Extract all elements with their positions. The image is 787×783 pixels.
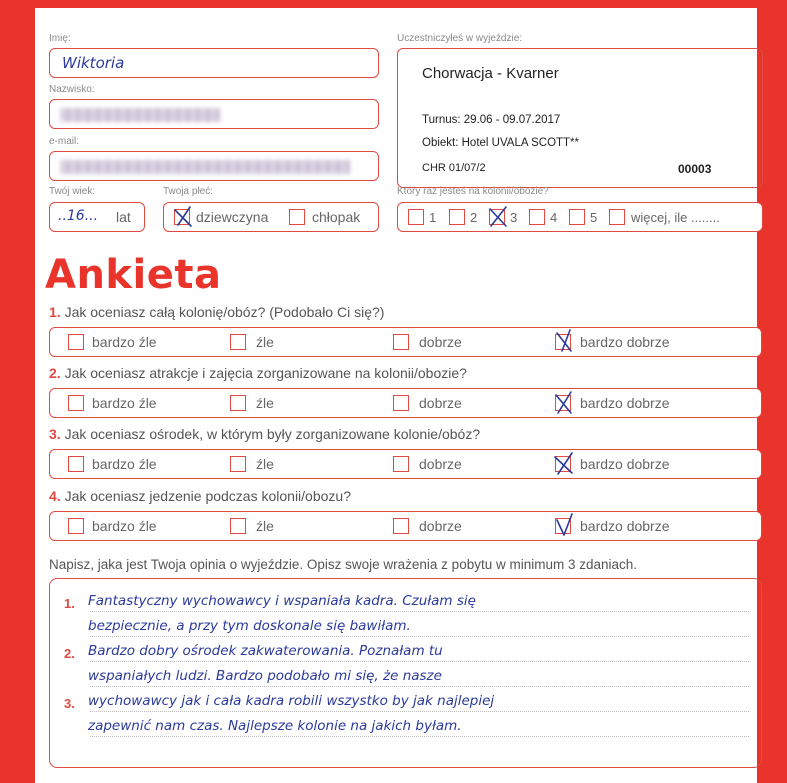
redacted-email [60,160,350,174]
ktory-raz-checkbox-2[interactable] [449,209,465,225]
wiek-unit: lat [116,209,131,225]
ktory-raz-checkbox-1[interactable] [408,209,424,225]
red-frame-left [0,0,35,783]
option-label: dobrze [419,334,462,350]
survey-form [35,8,757,783]
plec-checkbox-chlopak[interactable] [289,209,305,225]
q1-checkbox-bardzo-zle[interactable] [68,334,84,350]
q4-checkbox-bardzo-zle[interactable] [68,518,84,534]
question-3-options [49,449,762,479]
q4-checkbox-bardzo-dobrze[interactable] [555,518,571,534]
q1-checkbox-dobrze[interactable] [393,334,409,350]
opinion-line: Bardzo dobry ośrodek zakwaterowania. Poznałam tu [88,643,443,659]
email-field[interactable] [49,151,379,181]
option-label: bardzo dobrze [580,334,670,350]
ktory-raz-option-label: więcej, ile ........ [631,210,720,225]
question-number: 4. [49,488,61,504]
nazwisko-field[interactable] [49,99,379,129]
opinion-number: 1. [64,596,75,611]
question-text: Jak oceniasz całą kolonię/obóz? (Podobało Ci się?) [64,304,385,320]
ktory-raz-checkbox-3[interactable] [489,209,505,225]
plec-field [163,202,379,232]
question-2 [49,365,467,381]
q2-checkbox-zle[interactable] [230,395,246,411]
trip-title: Chorwacja - Kvarner [422,65,559,82]
q1-checkbox-zle[interactable] [230,334,246,350]
q2-checkbox-bardzo-dobrze[interactable] [555,395,571,411]
opinion-line: wspaniałych ludzi. Bardzo podobało mi się, że nasze [88,668,442,684]
plec-label: Twoja płeć: [163,186,214,197]
option-label: źle [256,518,274,534]
ktory-raz-checkbox-wiecej[interactable] [609,209,625,225]
option-label: źle [256,456,274,472]
check-mark-icon [553,391,575,415]
check-mark-icon [487,205,509,229]
option-label: dobrze [419,456,462,472]
opinion-number: 3. [64,696,75,711]
q2-checkbox-bardzo-zle[interactable] [68,395,84,411]
option-label: bardzo dobrze [580,518,670,534]
q3-checkbox-zle[interactable] [230,456,246,472]
ruled-line [90,611,749,612]
option-label: źle [256,334,274,350]
q3-checkbox-bardzo-zle[interactable] [68,456,84,472]
red-frame-top [0,0,787,8]
plec-option-label: dziewczyna [196,209,269,225]
question-text: Jak oceniasz ośrodek, w którym były zorganizowane kolonie/obóz? [64,426,481,442]
plec-option-label: chłopak [312,209,361,225]
ktory-raz-checkbox-5[interactable] [569,209,585,225]
trip-info-box [397,48,763,188]
question-number: 2. [49,365,61,381]
option-label: bardzo źle [92,518,157,534]
wiek-field[interactable] [49,202,145,232]
question-number: 1. [49,304,61,320]
trip-turnus: Turnus: 29.06 - 09.07.2017 [422,114,561,126]
ruled-line [90,636,749,637]
question-2-options [49,388,762,418]
opinion-line: zapewnić nam czas. Najlepsze kolonie na jakich byłam. [88,718,462,734]
opinion-prompt: Napisz, jaka jest Twoja opinia o wyjeździe. Opisz swoje wrażenia z pobytu w minimum 3 zdaniach. [49,557,638,572]
opinion-line: wychowawcy jak i cała kadra robili wszystko by jak najlepiej [88,693,495,709]
option-label: bardzo źle [92,456,157,472]
email-label: e-mail: [49,136,80,147]
opinion-line: Fantastyczny wychowawcy i wspaniała kadra. Czułam się [88,593,476,609]
trip-number: 00003 [678,162,712,176]
wiek-label: Twój wiek: [49,186,96,197]
ktory-raz-checkbox-4[interactable] [529,209,545,225]
redacted-surname [60,108,220,122]
ktory-raz-label: Który raz jesteś na kolonii/obozie? [397,186,549,197]
ruled-line [90,711,749,712]
q1-checkbox-bardzo-dobrze[interactable] [555,334,571,350]
plec-checkbox-dziewczyna[interactable] [174,209,190,225]
check-mark-icon [553,452,575,476]
q4-checkbox-zle[interactable] [230,518,246,534]
ktory-raz-option-label: 2 [470,210,478,225]
question-3 [49,426,480,442]
q3-checkbox-dobrze[interactable] [393,456,409,472]
option-label: bardzo dobrze [580,456,670,472]
check-mark-icon [553,514,575,538]
imie-value: Wiktoria [62,54,125,72]
question-text: Jak oceniasz jedzenie podczas kolonii/obozu? [64,488,351,504]
question-4-options [49,511,762,541]
ktory-raz-option-label: 4 [550,210,558,225]
q3-checkbox-bardzo-dobrze[interactable] [555,456,571,472]
option-label: bardzo źle [92,334,157,350]
option-label: dobrze [419,395,462,411]
ruled-line [90,661,749,662]
opinion-number: 2. [64,646,75,661]
q2-checkbox-dobrze[interactable] [393,395,409,411]
opinion-text-area[interactable] [49,578,762,768]
check-mark-icon [172,205,194,229]
check-mark-icon [553,330,575,354]
ktory-raz-option-label: 3 [510,210,518,225]
trip-code: CHR 01/07/2 [422,162,486,174]
survey-title: Ankieta [45,252,222,298]
ktory-raz-option-label: 1 [429,210,437,225]
opinion-line: bezpiecznie, a przy tym doskonale się bawiłam. [88,618,411,634]
option-label: bardzo źle [92,395,157,411]
ruled-line [90,736,749,737]
option-label: bardzo dobrze [580,395,670,411]
ktory-raz-option-label: 5 [590,210,598,225]
option-label: dobrze [419,518,462,534]
question-1 [49,304,384,320]
question-number: 3. [49,426,61,442]
question-text: Jak oceniasz atrakcje i zajęcia zorganizowane na kolonii/obozie? [64,365,467,381]
option-label: źle [256,395,274,411]
ktory-raz-field [397,202,763,232]
q4-checkbox-dobrze[interactable] [393,518,409,534]
ruled-line [90,686,749,687]
question-1-options [49,327,762,357]
uczestnik-label: Uczestniczyłeś w wyjeździe: [397,33,523,44]
imie-label: Imię: [49,33,71,44]
wiek-value: ..16... [58,208,99,224]
nazwisko-label: Nazwisko: [49,84,95,95]
question-4 [49,488,351,504]
imie-field[interactable] [49,48,379,78]
trip-obiekt: Obiekt: Hotel UVALA SCOTT** [422,137,580,149]
